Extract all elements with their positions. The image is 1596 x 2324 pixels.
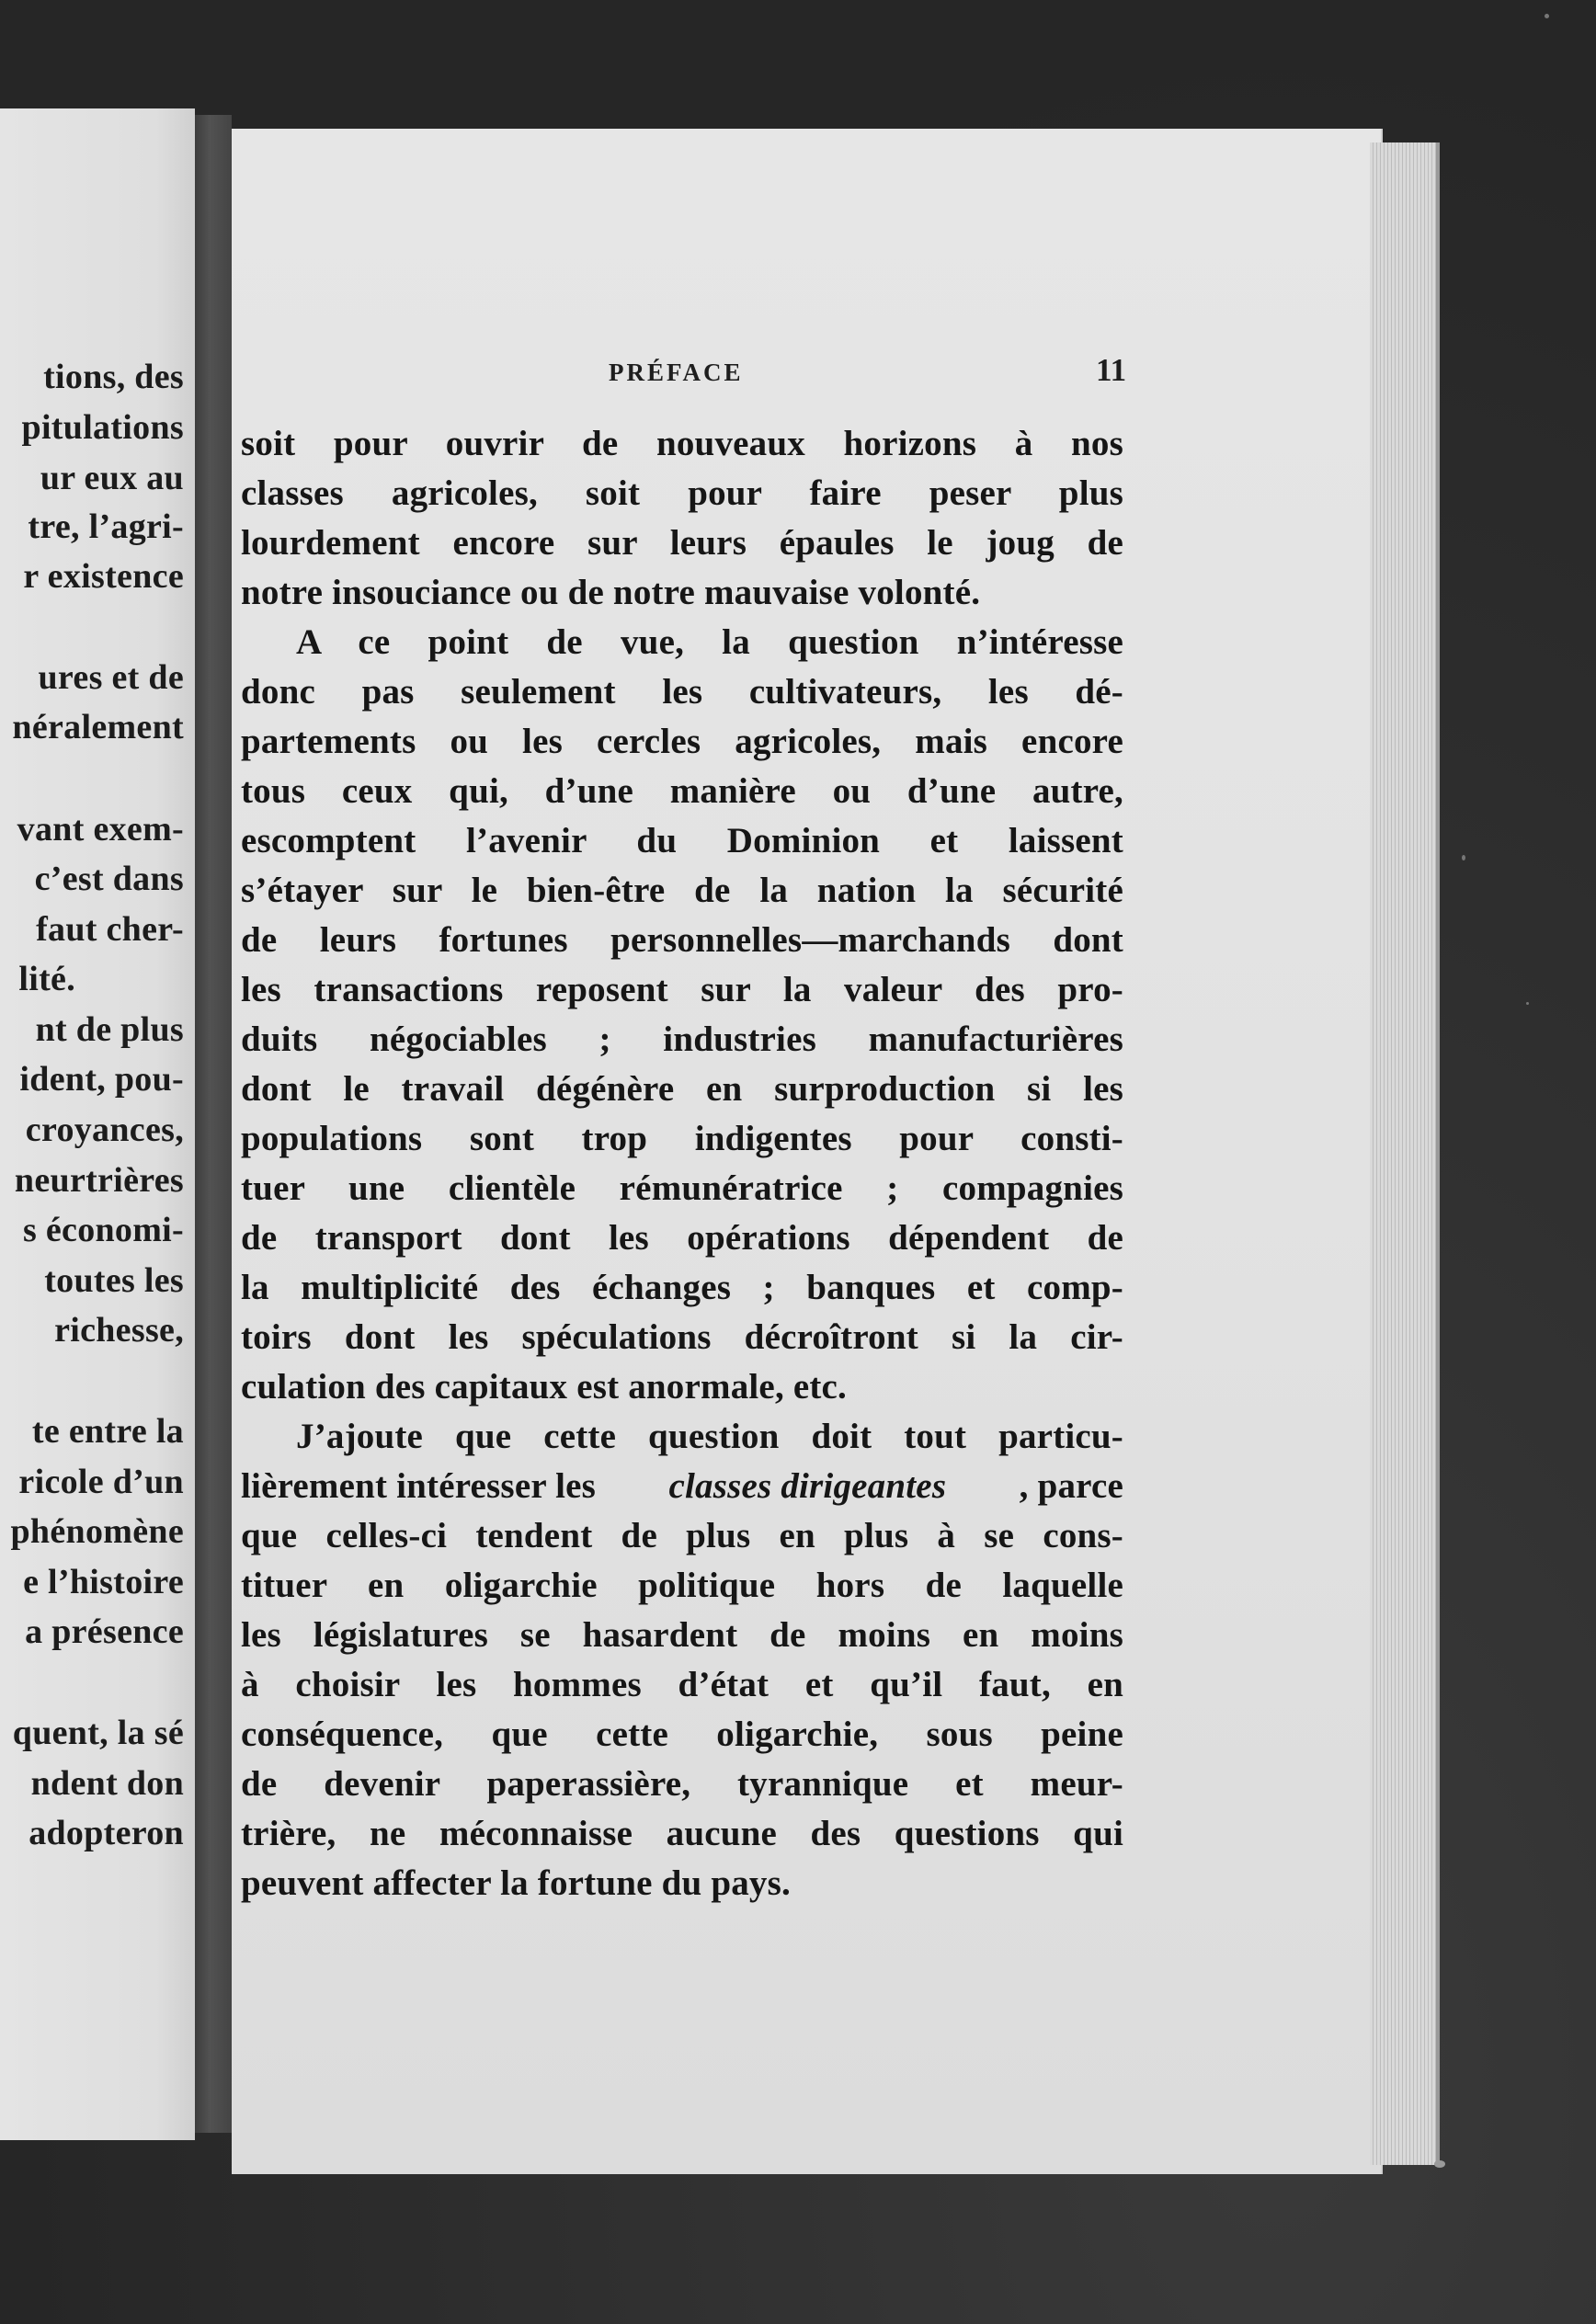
left-page <box>0 108 195 2140</box>
left-line: lité. <box>18 960 75 998</box>
left-line: toutes les <box>44 1261 184 1300</box>
text-line: tuer une clientèle rémunératrice ; compagnies <box>241 1168 1123 1208</box>
left-line: croyances, <box>25 1111 184 1149</box>
left-line: ricole d’un <box>18 1463 184 1501</box>
left-line: ur eux au <box>40 459 184 497</box>
text-line: conséquence, que cette oligarchie, sous peine <box>241 1715 1123 1754</box>
book-gutter <box>195 115 232 2133</box>
left-line: e l’histoire <box>23 1563 184 1601</box>
text-line: escomptent l’avenir du Dominion et laissent <box>241 821 1123 860</box>
page-number: 11 <box>1096 352 1127 388</box>
text-line: toirs dont les spéculations décroîtront si la cir- <box>241 1317 1123 1357</box>
text-line: soit pour ouvrir de nouveaux horizons à nos <box>241 424 1123 463</box>
text-run: , parce <box>1019 1466 1123 1506</box>
text-line: lourdement encore sur leurs épaules le joug de <box>241 523 1123 563</box>
left-line: s économi- <box>22 1211 184 1249</box>
text-line: de devenir paperassière, tyrannique et meur- <box>241 1764 1123 1804</box>
left-line: pitulations <box>21 408 184 447</box>
text-line: tituer en oligarchie politique hors de laquelle <box>241 1566 1123 1605</box>
left-line: ndent don <box>30 1764 184 1803</box>
left-line: phénomène <box>10 1512 184 1551</box>
left-line: a présence <box>25 1612 184 1651</box>
left-line: adopteron <box>28 1814 184 1852</box>
left-line: richesse, <box>54 1311 184 1350</box>
text-line: classes agricoles, soit pour faire peser plus <box>241 473 1123 513</box>
text-line: les transactions reposent sur la valeur des pro- <box>241 970 1123 1009</box>
left-line: tions, des <box>43 358 184 396</box>
left-line: néralement <box>12 708 184 746</box>
text-line: s’étayer sur le bien-être de la nation la sécurité <box>241 871 1123 910</box>
dust-speck <box>1434 2160 1445 2168</box>
dust-speck <box>1462 855 1465 860</box>
text-line: la multiplicité des échanges ; banques et comp- <box>241 1268 1123 1307</box>
text-line: A ce point de vue, la question n’intéresse <box>296 622 1123 662</box>
dust-speck <box>1545 14 1549 18</box>
text-line: duits négociables ; industries manufacturières <box>241 1020 1123 1059</box>
left-line: r existence <box>23 557 184 596</box>
italic-phrase: classes dirigeantes <box>668 1466 947 1506</box>
left-line: vant exem- <box>17 810 184 849</box>
left-line: tre, l’agri- <box>28 507 184 546</box>
text-run: lièrement intéresser les <box>241 1466 597 1506</box>
left-line: ident, pou- <box>19 1060 184 1099</box>
left-line: quent, la sé <box>12 1714 184 1752</box>
text-line: de leurs fortunes personnelles—marchands dont <box>241 920 1123 960</box>
text-line: à choisir les hommes d’état et qu’il faut, en <box>241 1665 1123 1704</box>
left-line: faut cher- <box>36 910 184 949</box>
text-line: notre insouciance ou de notre mauvaise volonté. <box>241 573 981 612</box>
text-line: J’ajoute que cette question doit tout particu- <box>296 1417 1123 1456</box>
text-line: de transport dont les opérations dépendent de <box>241 1218 1123 1258</box>
left-line: nt de plus <box>35 1010 184 1049</box>
text-line: populations sont trop indigentes pour consti- <box>241 1119 1123 1158</box>
left-line: neurtrières <box>14 1161 184 1200</box>
text-line: trière, ne méconnaisse aucune des questions qui <box>241 1814 1123 1853</box>
text-line: partements ou les cercles agricoles, mais encore <box>241 722 1123 761</box>
page-edges <box>1370 142 1440 2165</box>
dust-speck <box>1526 1002 1529 1005</box>
left-line: c’est dans <box>34 860 184 898</box>
text-line: dont le travail dégénère en surproduction si les <box>241 1069 1123 1109</box>
running-head: PRÉFACE <box>609 359 744 386</box>
text-line: tous ceux qui, d’une manière ou d’une autre, <box>241 771 1123 811</box>
text-line: peuvent affecter la fortune du pays. <box>241 1863 791 1903</box>
left-line: ures et de <box>38 658 184 697</box>
text-line: culation des capitaux est anormale, etc. <box>241 1367 848 1407</box>
left-line: te entre la <box>31 1412 184 1451</box>
text-line: les législatures se hasardent de moins en moins <box>241 1615 1123 1655</box>
text-line-with-italic <box>241 1464 1123 1509</box>
text-line: que celles-ci tendent de plus en plus à se cons- <box>241 1516 1123 1555</box>
text-line: donc pas seulement les cultivateurs, les dé- <box>241 672 1123 712</box>
